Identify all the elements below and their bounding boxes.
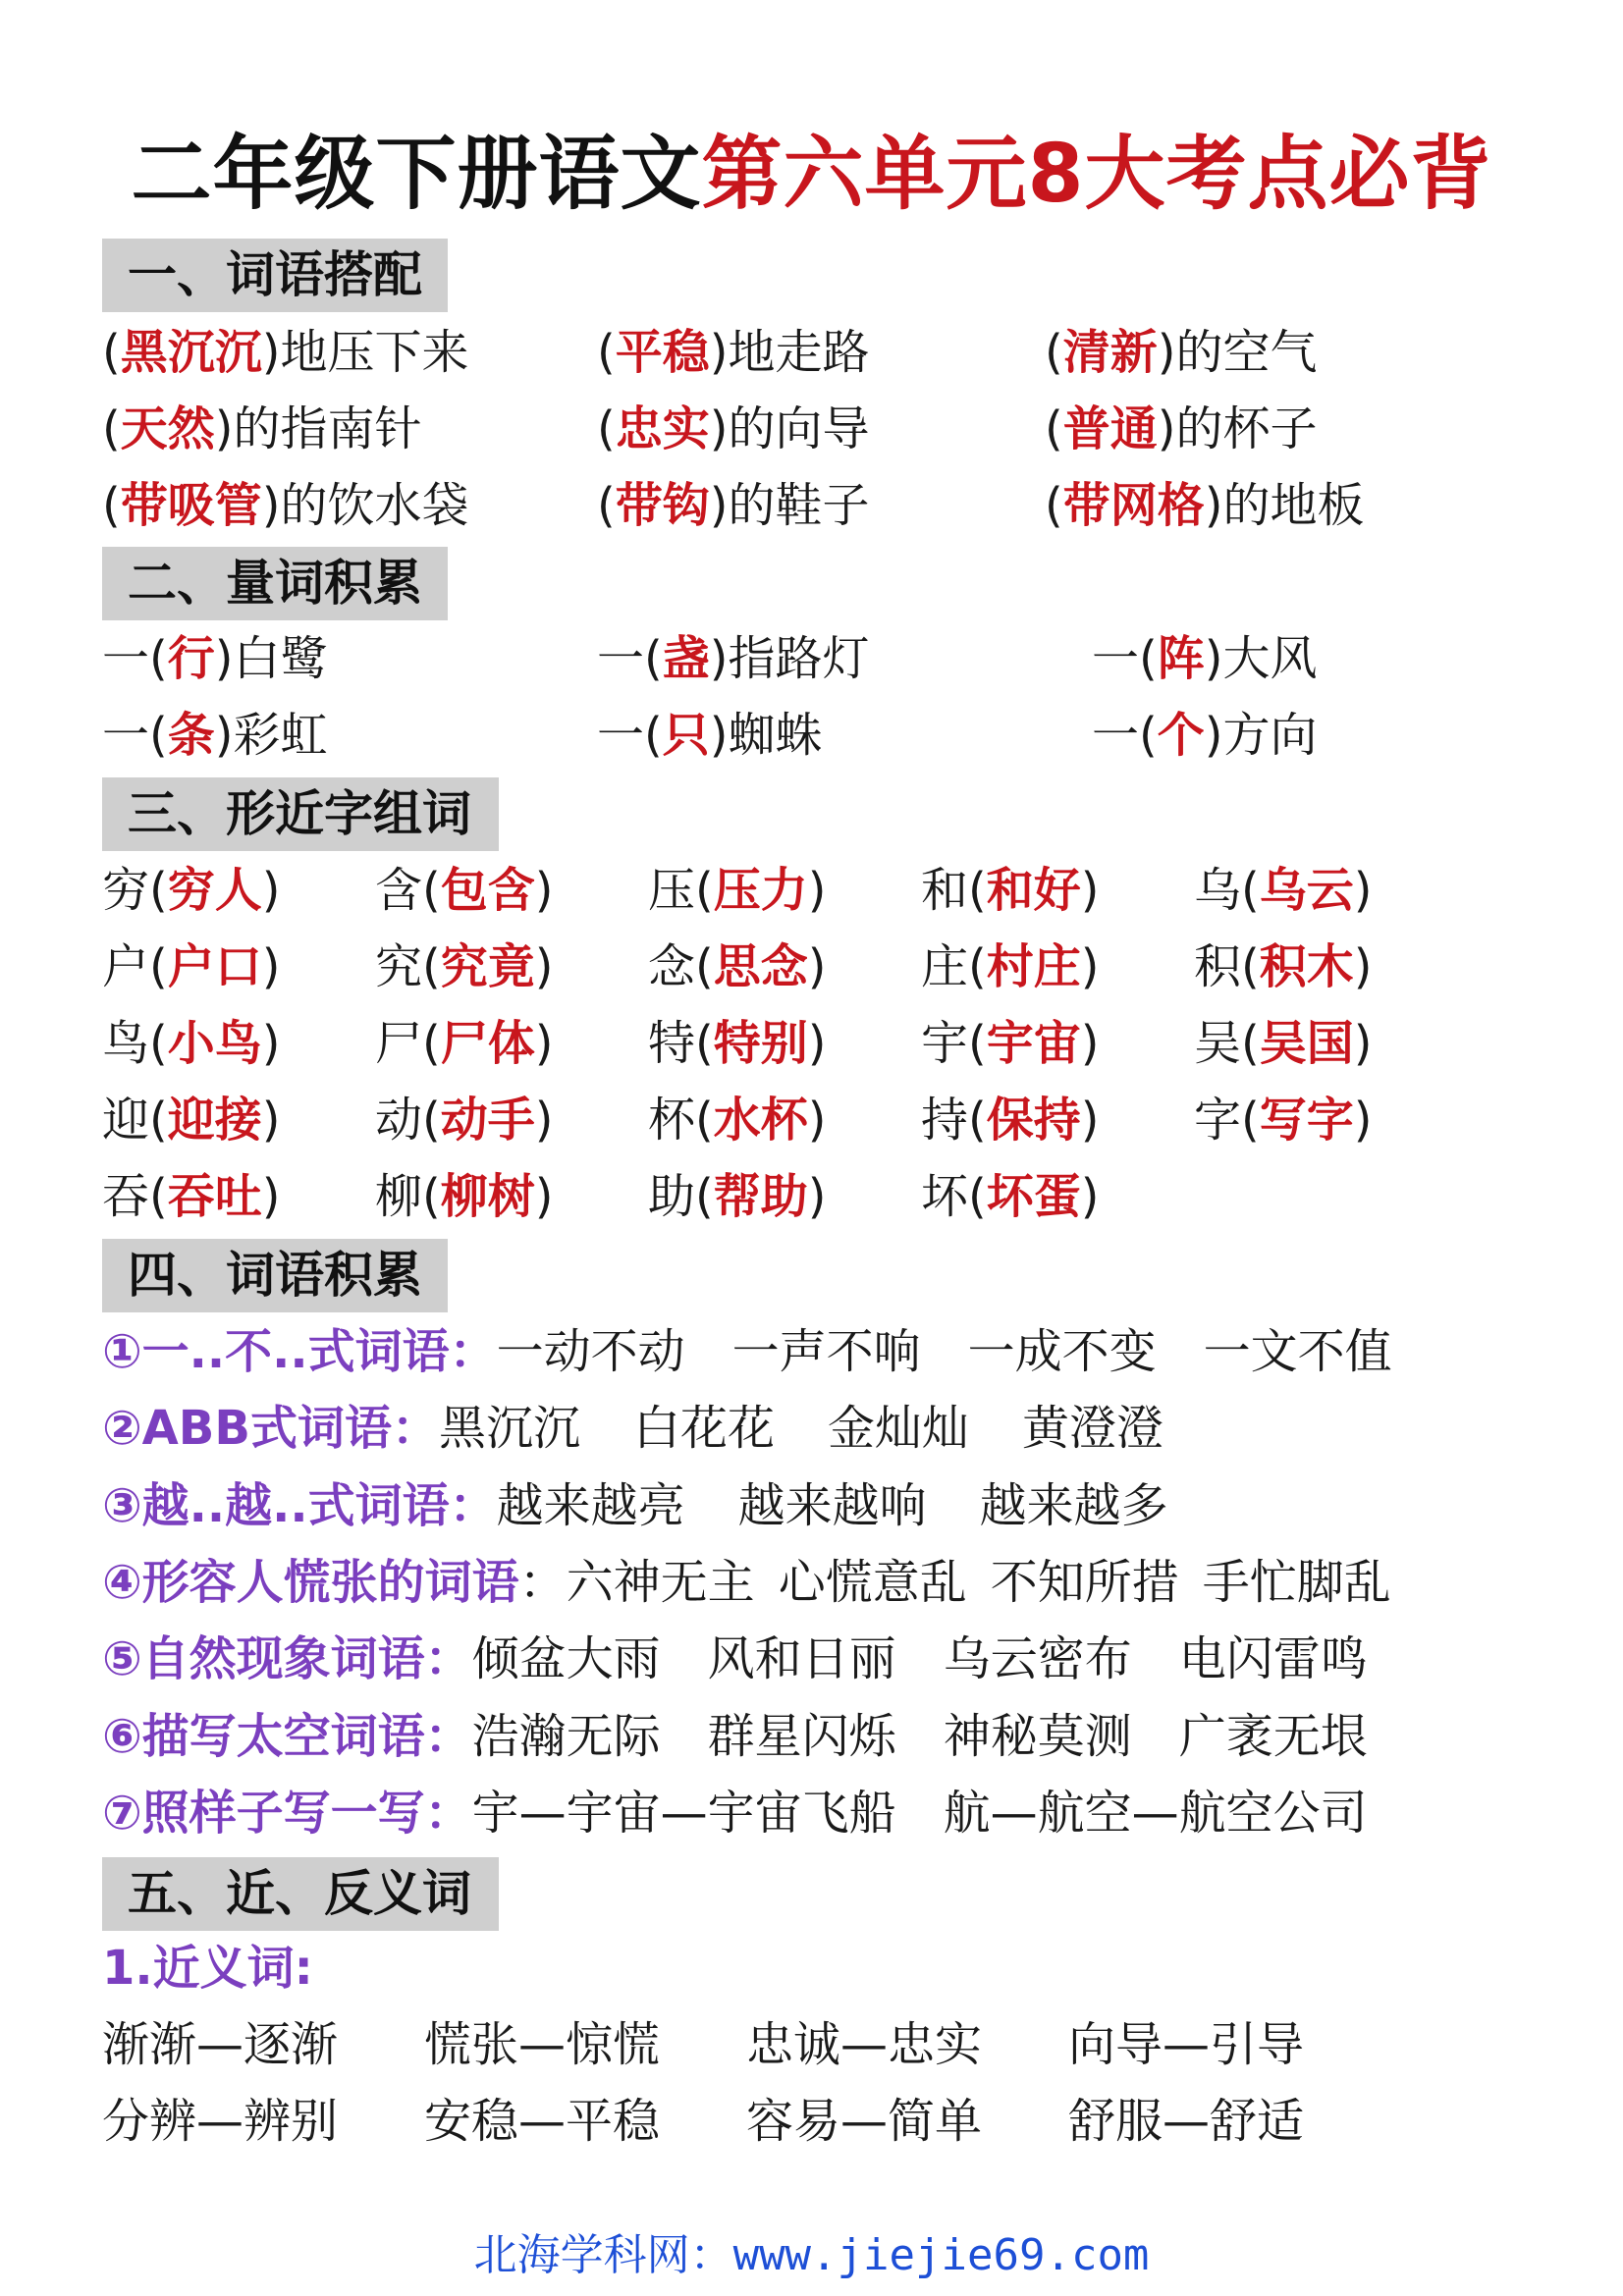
paren-close: ) [261, 1169, 281, 1224]
measure-word-noun: 指路灯 [728, 631, 870, 686]
collocation-answer: 带钩 [615, 478, 710, 533]
paren-close: ) [261, 939, 281, 994]
word-bank-word: 白花花 [632, 1401, 775, 1456]
word-bank-word: 六神无主 [566, 1555, 755, 1610]
paren-close: ) [534, 1093, 554, 1148]
measure-word-answer: 个 [1157, 708, 1205, 763]
collocation-item [1045, 471, 1365, 540]
page-title [0, 126, 1623, 224]
similar-char-word: 柳树 [440, 1169, 535, 1224]
similar-char-word: 保持 [986, 1093, 1081, 1148]
paren-close: ) [1353, 939, 1373, 994]
similar-char: 持 [921, 1093, 969, 1148]
word-bank-word: 一成不变 [967, 1324, 1157, 1379]
word-bank-word: 黑沉沉 [438, 1401, 580, 1456]
synonym-pair: 容易—简单 [746, 2094, 983, 2149]
measure-word-item [1092, 624, 1318, 693]
similar-char-word: 迎接 [167, 1093, 262, 1148]
collocation-item [1045, 318, 1318, 387]
measure-word-answer: 条 [167, 708, 215, 763]
paren-open: ( [149, 1016, 168, 1071]
similar-char-word: 帮助 [713, 1169, 808, 1224]
paren-open: ( [968, 863, 987, 918]
word-bank-word: 越来越响 [737, 1478, 927, 1533]
word-bank-row [102, 1779, 1368, 1847]
similar-char-word: 村庄 [986, 939, 1081, 994]
paren-close: ) [261, 325, 281, 380]
similar-char-word: 尸体 [440, 1016, 535, 1071]
yi-prefix: 一( [1092, 631, 1158, 686]
paren-close: ) [534, 863, 554, 918]
similar-char: 吴 [1194, 1016, 1242, 1071]
paren-close: ) [214, 708, 234, 763]
paren-close: ) [534, 1016, 554, 1071]
word-bank-label: ⑦照样子写一写： [102, 1786, 472, 1841]
word-bank-word: 不知所措 [990, 1555, 1179, 1610]
word-bank-word: 浩瀚无际 [471, 1709, 661, 1764]
similar-char-item [921, 1162, 1100, 1231]
word-bank-row [102, 1625, 1368, 1693]
word-bank-label: ①一..不..式词语： [102, 1324, 497, 1379]
paren-close: ) [709, 401, 729, 456]
yi-prefix: 一( [102, 631, 168, 686]
similar-char: 尸 [375, 1016, 423, 1071]
similar-char: 念 [648, 939, 696, 994]
similar-char-word: 究竟 [440, 939, 535, 994]
word-bank-word: 一声不响 [731, 1324, 921, 1379]
measure-word-noun: 彩虹 [233, 708, 328, 763]
section-4-heading: 四、词语积累 [102, 1239, 448, 1312]
paren-close: ) [534, 939, 554, 994]
paren-close: ) [807, 939, 827, 994]
collocation-answer: 天然 [120, 401, 215, 456]
paren-open: ( [968, 1093, 987, 1148]
similar-char: 究 [375, 939, 423, 994]
paren-close: ) [534, 1169, 554, 1224]
word-bank-label: ④形容人慌张的词语 [102, 1555, 519, 1610]
similar-char: 户 [102, 939, 150, 994]
paren-close: ) [1080, 1093, 1100, 1148]
collocation-answer: 带吸管 [120, 478, 262, 533]
collocation-item [102, 395, 422, 463]
collocation-item [597, 395, 870, 463]
paren-open: ( [695, 939, 714, 994]
similar-char-item [921, 933, 1100, 1001]
measure-word-noun: 大风 [1222, 631, 1318, 686]
word-bank-word: 越来越亮 [496, 1478, 685, 1533]
similar-char-item [648, 1009, 827, 1078]
footer-label: 北海学科网： [473, 2230, 733, 2280]
word-bank-label: ⑤自然现象词语： [102, 1631, 472, 1686]
similar-char-word: 宇宙 [986, 1016, 1081, 1071]
similar-char-word: 思念 [713, 939, 808, 994]
synonym-subheading: 1.近义词: [102, 1941, 313, 1996]
paren-close: ) [807, 1093, 827, 1148]
collocation-text: 的地板 [1222, 478, 1365, 533]
collocation-text: 的杯子 [1175, 401, 1318, 456]
collocation-text: 的鞋子 [728, 478, 870, 533]
word-bank-word: 黄澄澄 [1022, 1401, 1164, 1456]
similar-char: 动 [375, 1093, 423, 1148]
word-bank-word: 电闪雷鸣 [1178, 1631, 1368, 1686]
synonym-pair: 分辨—辨别 [102, 2094, 339, 2149]
paren-open: ( [149, 1093, 168, 1148]
paren-close: ) [1204, 631, 1223, 686]
footer-source [0, 2226, 1623, 2285]
section-2-heading: 二、量词积累 [102, 547, 448, 620]
word-bank-label: ②ABB式词语： [102, 1401, 439, 1456]
paren-open: ( [149, 1169, 168, 1224]
collocation-item [102, 318, 469, 387]
collocation-item [597, 471, 870, 540]
similar-char-word: 小鸟 [167, 1016, 262, 1071]
similar-char-item [102, 856, 281, 925]
paren-open: ( [695, 1169, 714, 1224]
word-bank-colon: ： [518, 1555, 567, 1610]
paren-open: ( [1241, 1016, 1260, 1071]
paren-open: ( [102, 325, 121, 380]
collocation-item [102, 471, 469, 540]
word-bank-word: 神秘莫测 [943, 1709, 1132, 1764]
paren-close: ) [709, 325, 729, 380]
collocation-answer: 忠实 [615, 401, 710, 456]
collocation-answer: 平稳 [615, 325, 710, 380]
paren-open: ( [1241, 939, 1260, 994]
paren-close: ) [1157, 401, 1176, 456]
word-bank-row [102, 1394, 1163, 1463]
similar-char-item [102, 1162, 281, 1231]
paren-open: ( [968, 939, 987, 994]
similar-char-item [921, 1009, 1100, 1078]
word-bank-word: 手忙脚乱 [1202, 1555, 1391, 1610]
word-bank-word: 广袤无垠 [1178, 1709, 1368, 1764]
similar-char: 迎 [102, 1093, 150, 1148]
collocation-answer: 黑沉沉 [120, 325, 262, 380]
paren-close: ) [1080, 1016, 1100, 1071]
word-bank-word: 心慌意乱 [778, 1555, 967, 1610]
similar-char-item [921, 856, 1100, 925]
similar-char-word: 吞吐 [167, 1169, 262, 1224]
word-bank-row [102, 1548, 1391, 1617]
similar-char: 乌 [1194, 863, 1242, 918]
similar-char: 杯 [648, 1093, 696, 1148]
paren-close: ) [1353, 1016, 1373, 1071]
paren-close: ) [1080, 863, 1100, 918]
synonym-pair: 向导—引导 [1068, 2017, 1305, 2072]
paren-open: ( [1045, 325, 1063, 380]
similar-char-word: 吴国 [1259, 1016, 1354, 1071]
yi-prefix: 一( [102, 708, 168, 763]
synonym-pair: 舒服—舒适 [1068, 2094, 1305, 2149]
paren-close: ) [807, 1169, 827, 1224]
paren-open: ( [149, 939, 168, 994]
paren-open: ( [1045, 401, 1063, 456]
similar-char: 鸟 [102, 1016, 150, 1071]
collocation-item [597, 318, 870, 387]
collocation-text: 地走路 [728, 325, 870, 380]
paren-open: ( [422, 863, 441, 918]
measure-word-answer: 行 [167, 631, 215, 686]
measure-word-item [597, 624, 870, 693]
similar-char-item [375, 856, 554, 925]
collocation-text: 的向导 [728, 401, 870, 456]
paren-open: ( [597, 325, 616, 380]
collocation-item [1045, 395, 1318, 463]
similar-char-word: 压力 [713, 863, 808, 918]
similar-char-item [375, 933, 554, 1001]
measure-word-noun: 白鹭 [233, 631, 328, 686]
similar-char: 吞 [102, 1169, 150, 1224]
paren-open: ( [422, 1093, 441, 1148]
similar-char-item [1194, 1086, 1373, 1154]
synonym-pair: 忠诚—忠实 [746, 2017, 983, 2072]
word-bank-word: 宇—宇宙—宇宙飞船 [471, 1786, 896, 1841]
paren-close: ) [1080, 1169, 1100, 1224]
measure-word-item [102, 701, 328, 770]
paren-close: ) [1204, 478, 1223, 533]
footer-url[interactable]: www.jiejie69.com [732, 2230, 1150, 2280]
title-red-part: 第六单元8大考点必背 [701, 128, 1492, 221]
measure-word-item [597, 701, 823, 770]
word-bank-row [102, 1702, 1368, 1771]
paren-open: ( [102, 401, 121, 456]
similar-char: 字 [1194, 1093, 1242, 1148]
collocation-text: 地压下来 [280, 325, 469, 380]
word-bank-word: 一动不动 [496, 1324, 685, 1379]
section-3-heading: 三、形近字组词 [102, 777, 499, 851]
paren-close: ) [261, 1016, 281, 1071]
paren-open: ( [597, 401, 616, 456]
similar-char-word: 特别 [713, 1016, 808, 1071]
similar-char-item [102, 1009, 281, 1078]
paren-open: ( [149, 863, 168, 918]
word-bank-word: 风和日丽 [707, 1631, 896, 1686]
similar-char: 助 [648, 1169, 696, 1224]
collocation-text: 的饮水袋 [280, 478, 469, 533]
similar-char: 特 [648, 1016, 696, 1071]
measure-word-noun: 方向 [1222, 708, 1318, 763]
paren-open: ( [1045, 478, 1063, 533]
paren-close: ) [214, 631, 234, 686]
similar-char-item [921, 1086, 1100, 1154]
paren-open: ( [1241, 1093, 1260, 1148]
similar-char: 柳 [375, 1169, 423, 1224]
similar-char-item [1194, 933, 1373, 1001]
similar-char-word: 乌云 [1259, 863, 1354, 918]
yi-prefix: 一( [1092, 708, 1158, 763]
similar-char-word: 包含 [440, 863, 535, 918]
similar-char-word: 户口 [167, 939, 262, 994]
paren-close: ) [1353, 1093, 1373, 1148]
paren-open: ( [1241, 863, 1260, 918]
paren-open: ( [695, 1093, 714, 1148]
collocation-text: 的空气 [1175, 325, 1318, 380]
paren-close: ) [709, 631, 729, 686]
paren-close: ) [1157, 325, 1176, 380]
paren-close: ) [807, 863, 827, 918]
yi-prefix: 一( [597, 708, 663, 763]
paren-close: ) [709, 478, 729, 533]
similar-char: 压 [648, 863, 696, 918]
similar-char-item [1194, 856, 1373, 925]
similar-char-item [375, 1162, 554, 1231]
paren-open: ( [968, 1016, 987, 1071]
similar-char-item [375, 1009, 554, 1078]
collocation-answer: 带网格 [1062, 478, 1205, 533]
section-1-heading: 一、词语搭配 [102, 239, 448, 312]
yi-prefix: 一( [597, 631, 663, 686]
measure-word-answer: 阵 [1157, 631, 1205, 686]
synonym-pair: 慌张—惊慌 [424, 2017, 661, 2072]
collocation-text: 的指南针 [233, 401, 422, 456]
similar-char-item [102, 933, 281, 1001]
word-bank-word: 倾盆大雨 [471, 1631, 661, 1686]
measure-word-answer: 只 [662, 708, 710, 763]
paren-close: ) [261, 1093, 281, 1148]
paren-close: ) [709, 708, 729, 763]
similar-char-item [648, 856, 827, 925]
similar-char: 庄 [921, 939, 969, 994]
paren-open: ( [422, 939, 441, 994]
paren-open: ( [968, 1169, 987, 1224]
similar-char-word: 水杯 [713, 1093, 808, 1148]
paren-close: ) [807, 1016, 827, 1071]
word-bank-word: 越来越多 [979, 1478, 1168, 1533]
similar-char-item [648, 933, 827, 1001]
collocation-answer: 清新 [1062, 325, 1158, 380]
similar-char: 宇 [921, 1016, 969, 1071]
similar-char: 和 [921, 863, 969, 918]
similar-char: 含 [375, 863, 423, 918]
paren-close: ) [261, 863, 281, 918]
measure-word-item [1092, 701, 1318, 770]
word-bank-row [102, 1471, 1168, 1540]
paren-close: ) [214, 401, 234, 456]
word-bank-word: 航—航空—航空公司 [943, 1786, 1368, 1841]
word-bank-word: 金灿灿 [828, 1401, 970, 1456]
similar-char-item [648, 1086, 827, 1154]
paren-close: ) [261, 478, 281, 533]
similar-char-word: 和好 [986, 863, 1081, 918]
collocation-answer: 普通 [1062, 401, 1158, 456]
similar-char: 坏 [921, 1169, 969, 1224]
word-bank-row [102, 1317, 1392, 1386]
similar-char-word: 坏蛋 [986, 1169, 1081, 1224]
section-5-heading: 五、近、反义词 [102, 1857, 499, 1931]
measure-word-noun: 蜘蛛 [728, 708, 823, 763]
similar-char-item [1194, 1009, 1373, 1078]
similar-char-word: 穷人 [167, 863, 262, 918]
word-bank-word: 群星闪烁 [707, 1709, 896, 1764]
similar-char-item [102, 1086, 281, 1154]
similar-char-word: 动手 [440, 1093, 535, 1148]
similar-char-word: 写字 [1259, 1093, 1354, 1148]
similar-char-item [648, 1162, 827, 1231]
paren-close: ) [1204, 708, 1223, 763]
similar-char: 穷 [102, 863, 150, 918]
similar-char: 积 [1194, 939, 1242, 994]
title-black-part: 二年级下册语文 [131, 128, 702, 221]
paren-open: ( [102, 478, 121, 533]
paren-open: ( [695, 863, 714, 918]
similar-char-item [375, 1086, 554, 1154]
word-bank-label: ⑥描写太空词语： [102, 1709, 472, 1764]
paren-open: ( [422, 1016, 441, 1071]
paren-open: ( [597, 478, 616, 533]
paren-open: ( [695, 1016, 714, 1071]
word-bank-word: 一文不值 [1203, 1324, 1392, 1379]
paren-close: ) [1353, 863, 1373, 918]
synonym-pair: 安稳—平稳 [424, 2094, 661, 2149]
measure-word-item [102, 624, 328, 693]
synonym-pair: 渐渐—逐渐 [102, 2017, 339, 2072]
paren-close: ) [1080, 939, 1100, 994]
paren-open: ( [422, 1169, 441, 1224]
measure-word-answer: 盏 [662, 631, 710, 686]
word-bank-label: ③越..越..式词语： [102, 1478, 497, 1533]
similar-char-word: 积木 [1259, 939, 1354, 994]
word-bank-word: 乌云密布 [943, 1631, 1132, 1686]
